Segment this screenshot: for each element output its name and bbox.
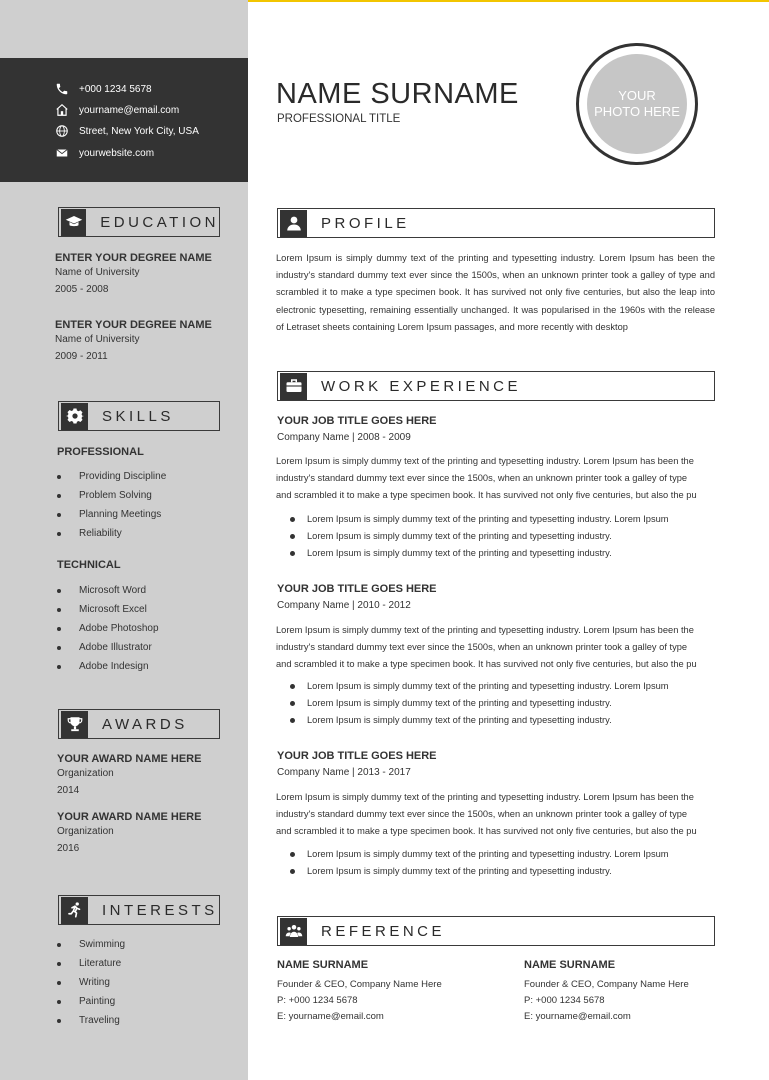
list-item: Microsoft Excel [57,600,159,619]
award-name: YOUR AWARD NAME HERE [57,753,202,765]
job-description-line: and scrambled it to make a type specimen book. It has survived not only five centuries, but also the pu [276,659,697,670]
list-item: Lorem Ipsum is simply dummy text of the printing and typesetting industry. [290,863,720,880]
home-icon [55,103,69,117]
photo-placeholder [587,54,687,154]
reference-email: E: yourname@email.com [277,1011,384,1022]
contact-phone-text: +000 1234 5678 [79,83,152,95]
job-description-line: Lorem Ipsum is simply dummy text of the printing and typesetting industry. Lorem Ipsum has been the [276,792,694,802]
award-org: Organization [57,826,114,837]
list-item: Lorem Ipsum is simply dummy text of the printing and typesetting industry. Lorem Ipsum [290,846,720,863]
work-heading [277,371,715,401]
list-item: Lorem Ipsum is simply dummy text of the printing and typesetting industry. [290,712,720,729]
job-bullets [290,678,720,729]
photo-text-line1: YOUR [618,88,656,103]
award-item [57,753,242,796]
candidate-name: NAME SURNAME [276,78,519,110]
photo-frame [576,43,698,165]
reference-role: Founder & CEO, Company Name Here [524,979,689,990]
contact-panel [0,58,248,182]
contact-website-text: yourwebsite.com [79,147,155,159]
education-title: EDUCATION [100,213,219,231]
interests-title: INTERESTS [102,901,218,919]
phone-icon [55,82,69,96]
job-description-line: and scrambled it to make a type specimen book. It has survived not only five centuries, but also the pu [276,826,697,837]
list-item: Reliability [57,524,166,543]
professional-title: PROFESSIONAL TITLE [277,113,401,125]
job-bullets [290,846,720,880]
award-name: YOUR AWARD NAME HERE [57,811,202,823]
reference-role: Founder & CEO, Company Name Here [277,979,442,990]
list-item: Literature [57,954,125,973]
reference-phone: P: +000 1234 5678 [277,995,358,1006]
interests-heading [58,895,220,925]
list-item: Painting [57,992,125,1011]
awards-heading [58,709,220,739]
user-icon [285,214,303,232]
list-item: Adobe Photoshop [57,619,159,638]
envelope-icon [55,146,69,160]
technical-skills-list [57,581,159,676]
list-item: Lorem Ipsum is simply dummy text of the printing and typesetting industry. [290,528,720,545]
profile-title: PROFILE [321,214,410,232]
graduation-cap-icon [65,213,83,231]
list-item: Problem Solving [57,486,166,505]
degree-name: ENTER YOUR DEGREE NAME [55,252,212,264]
list-item: Adobe Indesign [57,657,159,676]
photo-text-line2: PHOTO HERE [594,104,680,119]
job-title: YOUR JOB TITLE GOES HERE [277,583,437,595]
top-accent-line [248,0,769,2]
briefcase-icon [285,377,303,395]
professional-skills-list [57,467,166,543]
list-item: Lorem Ipsum is simply dummy text of the printing and typesetting industry. [290,695,720,712]
awards-title: AWARDS [102,715,188,733]
education-years: 2009 - 2011 [55,351,108,362]
contact-email-text: yourname@email.com [79,104,180,116]
contact-address [55,123,199,139]
award-year: 2016 [57,843,80,854]
list-item: Swimming [57,935,125,954]
skills-professional-label: PROFESSIONAL [57,446,144,458]
university-name: Name of University [55,267,140,278]
skills-title: SKILLS [102,407,174,425]
job-company: Company Name | 2008 - 2009 [277,432,411,443]
job-description-line: industry's standard dummy text ever since the 1500s, when an unknown printer took a galley of type [276,642,688,653]
contact-email [55,102,179,118]
contact-address-text: Street, New York City, USA [79,125,199,137]
globe-icon [55,124,69,138]
list-item: Lorem Ipsum is simply dummy text of the printing and typesetting industry. Lorem Ipsum [290,678,720,695]
reference-title: REFERENCE [321,922,446,940]
skills-heading [58,401,220,431]
reference-heading [277,916,715,946]
list-item: Adobe Illustrator [57,638,159,657]
reference-phone: P: +000 1234 5678 [524,995,605,1006]
award-year: 2014 [57,785,80,796]
gear-icon [66,407,84,425]
job-description-line: Lorem Ipsum is simply dummy text of the printing and typesetting industry. Lorem Ipsum has been the [276,625,694,635]
job-title: YOUR JOB TITLE GOES HERE [277,750,437,762]
reference-name: NAME SURNAME [277,959,369,971]
list-item: Providing Discipline [57,467,166,486]
job-description [276,622,715,674]
education-years: 2005 - 2008 [55,284,109,295]
contact-website [55,145,154,161]
reference-email: E: yourname@email.com [524,1011,631,1022]
contact-phone [55,81,152,97]
job-description-line: Lorem Ipsum is simply dummy text of the printing and typesetting industry. Lorem Ipsum has been the [276,456,694,466]
list-item: Lorem Ipsum is simply dummy text of the printing and typesetting industry. Lorem Ipsum [290,511,720,528]
education-item [55,252,240,295]
job-company: Company Name | 2010 - 2012 [277,600,411,611]
degree-name: ENTER YOUR DEGREE NAME [55,319,212,331]
reference-item [277,959,497,1022]
work-title: WORK EXPERIENCE [321,377,522,395]
job-title: YOUR JOB TITLE GOES HERE [277,415,437,427]
trophy-icon [66,715,84,733]
reference-item [524,959,744,1022]
profile-heading [277,208,715,238]
profile-text: Lorem Ipsum is simply dummy text of the printing and typesetting industry. Lorem Ipsum has been the industry's standard dummy text ever since the 1500s, when an unknown printer took a galley of type and scrambled it to make a type specimen book. It has survived not only five centuries, but also the leap into electronic typesetting, remaining essentially unchanged. It was popularised in the 1960s with the release of Letraset sheets containing Lorem Ipsum passages, and more recently with desktop [276,253,715,332]
university-name: Name of University [55,334,140,345]
job-company: Company Name | 2013 - 2017 [277,767,411,778]
job-description-line: industry's standard dummy text ever since the 1500s, when an unknown printer took a galley of type [276,809,688,820]
award-org: Organization [57,768,114,779]
list-item: Traveling [57,1011,125,1030]
list-item: Writing [57,973,125,992]
job-bullets [290,511,720,562]
group-icon [285,922,303,940]
job-description [276,789,715,841]
list-item: Planning Meetings [57,505,166,524]
list-item: Microsoft Word [57,581,159,600]
reference-name: NAME SURNAME [524,959,616,971]
skills-technical-label: TECHNICAL [57,559,121,571]
award-item [57,811,242,854]
job-description [276,453,715,505]
job-description-line: industry's standard dummy text ever since the 1500s, when an unknown printer took a galley of type [276,473,688,484]
list-item: Lorem Ipsum is simply dummy text of the printing and typesetting industry. [290,545,720,562]
runner-icon [66,901,84,919]
job-description-line: and scrambled it to make a type specimen book. It has survived not only five centuries, but also the pu [276,490,697,501]
education-item [55,319,240,362]
interests-list [57,935,125,1030]
education-heading [58,207,220,237]
